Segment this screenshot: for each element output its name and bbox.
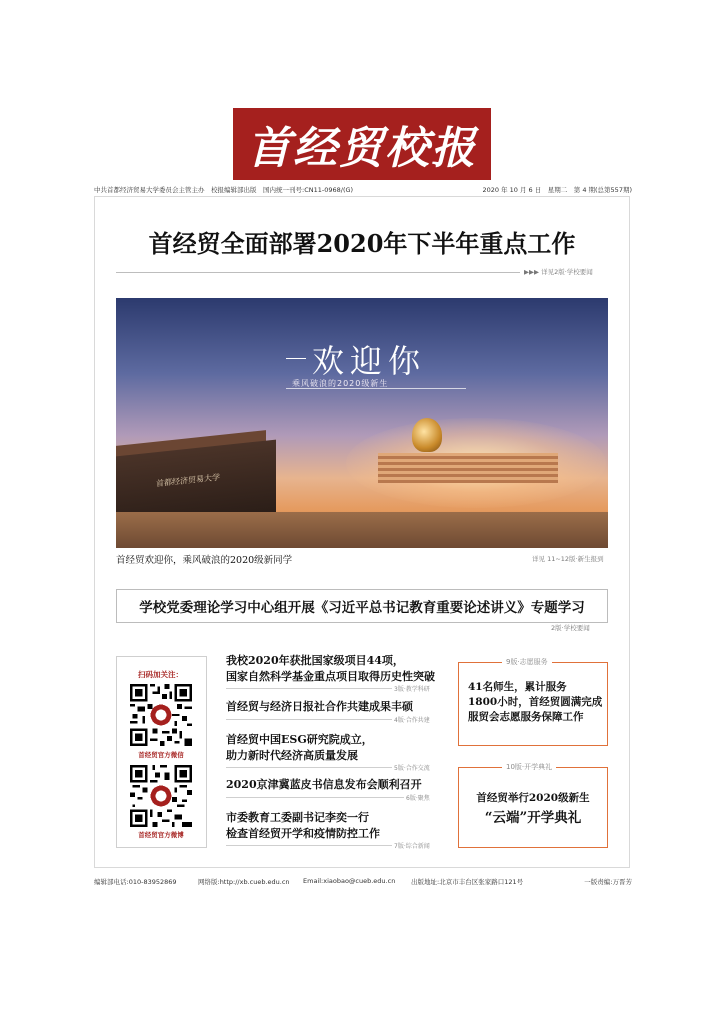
study-headline: 学校党委理论学习中心组开展《习近平总书记教育重要论述讲义》专题学习 [139, 600, 585, 616]
wechat-label: 首经贸官方微信 [138, 751, 184, 759]
masthead-title: 首经贸校报 [247, 123, 477, 174]
volunteer-text: 41名师生，累计服务 1800小时，首经贸圆满完成 服贸会志愿服务保障工作 [468, 681, 603, 723]
news-divider [226, 797, 404, 798]
news-divider [226, 719, 392, 720]
opening-line1: 首经贸举行2020级新生 [476, 792, 590, 804]
hero-title: 欢迎你 [312, 342, 427, 380]
footer-address: 出版地址:北京市丰台区张家路口121号 [411, 878, 524, 886]
news-ref-4: 6版·聚焦 [406, 795, 430, 802]
study-headline-box[interactable] [116, 589, 608, 623]
footer-editor: 一版责编:万晋芳 [584, 878, 632, 886]
weibo-qr-icon[interactable] [130, 765, 192, 827]
hero-caption: 首经贸欢迎你，乘风破浪的2020级新同学 [116, 555, 293, 566]
publisher-info: 中共首都经济贸易大学委员会主管主办 校报编辑部出版 国内统一刊号:CN11-0968/(G) [94, 186, 354, 194]
gate-sign: 首都经济贸易大学 [156, 472, 220, 489]
news-divider [226, 845, 392, 846]
main-headline[interactable]: 首经贸全面部署2020年下半年重点工作 [148, 229, 576, 258]
hero-subtitle: 乘风破浪的2020级新生 [292, 379, 389, 388]
footer-email[interactable]: Email:xiaobao@cueb.edu.cn [303, 877, 396, 885]
footer-site[interactable]: 网络版:http://xb.cueb.edu.cn [198, 878, 290, 886]
hero-ref: 详见 11~12版·新生报到 [532, 555, 604, 563]
news-ref-2: 4版·合作共建 [394, 717, 430, 724]
news-item-1[interactable]: 我校2020年获批国家级项目44项， 国家自然科学基金重点项目取得历史性突破 [226, 654, 435, 683]
footer-phone: 编辑部电话:010-83952869 [94, 878, 177, 886]
wechat-qr-icon[interactable] [130, 684, 192, 746]
news-divider [226, 688, 392, 689]
hero-photo [116, 298, 608, 548]
study-ref: 2版·学校要闻 [551, 624, 590, 632]
volunteer-label: 9版·志愿服务 [502, 657, 552, 667]
weibo-label: 首经贸官方微博 [138, 831, 184, 839]
news-ref-5: 7版·综合新闻 [394, 843, 430, 850]
news-ref-3: 5版·合作交流 [394, 765, 430, 772]
news-item-2[interactable]: 首经贸与经济日报社合作共建成果丰硕 [226, 700, 413, 713]
issue-info: 2020 年 10 月 6 日 星期二 第 4 期(总第557期) [482, 186, 632, 194]
masthead [233, 108, 491, 180]
news-item-3[interactable]: 首经贸中国ESG研究院成立， 助力新时代经济高质量发展 [226, 733, 373, 762]
news-item-4[interactable]: 2020京津冀蓝皮书信息发布会顺利召开 [226, 778, 422, 791]
sculpture-icon [412, 418, 442, 452]
news-ref-1: 3版·教学科研 [394, 686, 430, 693]
headline-divider [116, 272, 520, 273]
news-divider [226, 767, 392, 768]
opening-line2: “云端”开学典礼 [484, 810, 582, 826]
qr-title: 扫码加关注： [138, 670, 183, 679]
campus-steps [378, 453, 558, 483]
news-item-5[interactable]: 市委教育工委副书记李奕一行 检查首经贸开学和疫情防控工作 [226, 811, 380, 840]
headline-ref: ▶▶▶ 详见2版·学校要闻 [524, 268, 593, 276]
campus-plaza [116, 512, 608, 548]
hero-title-line [286, 358, 306, 359]
opening-label: 10版·开学典礼 [502, 762, 556, 772]
